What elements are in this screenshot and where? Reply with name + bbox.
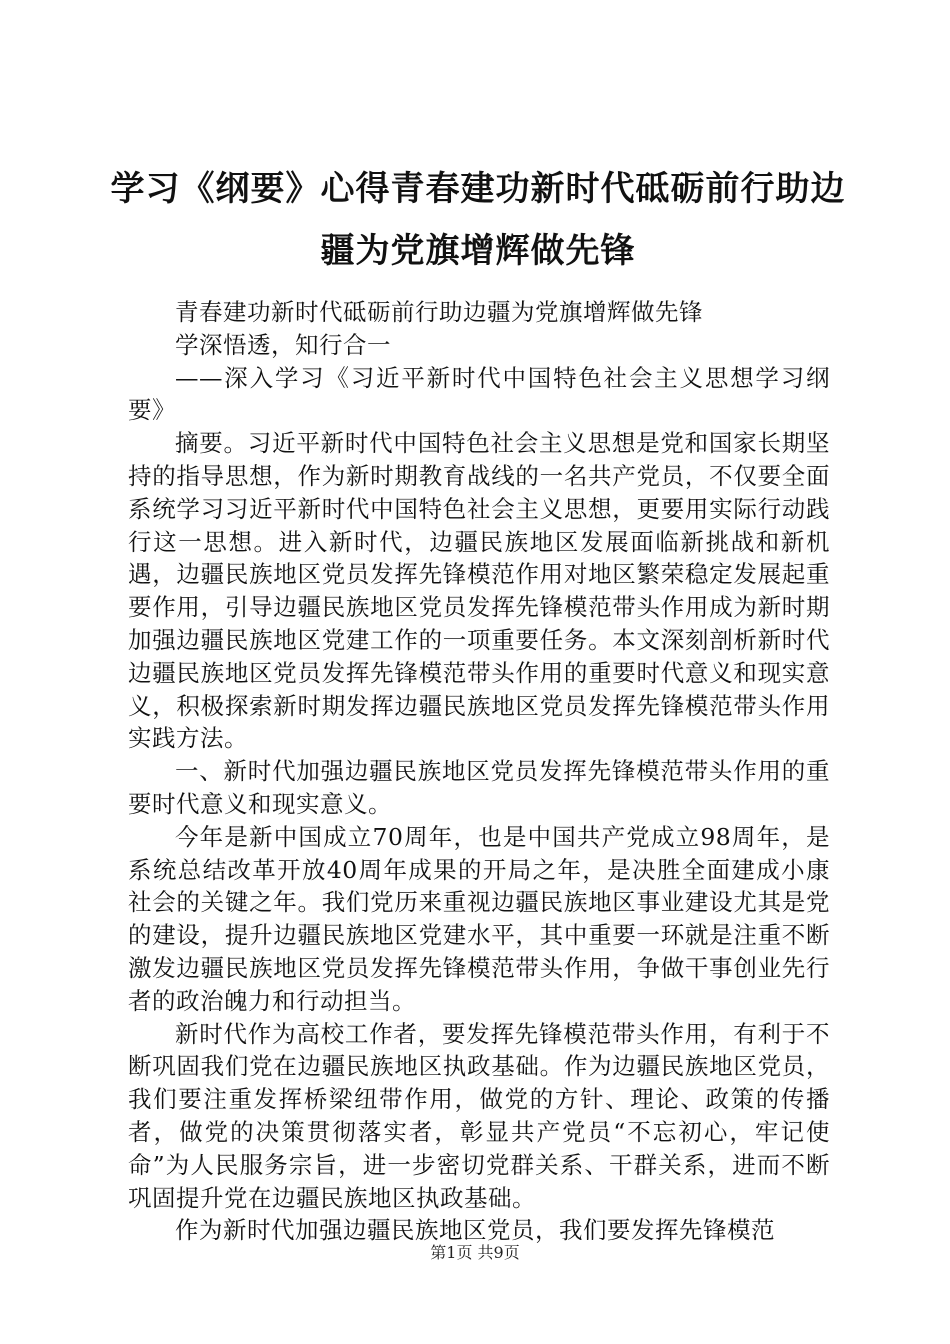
- paragraph-subtitle: 青春建功新时代砥砺前行助边疆为党旗增辉做先锋: [175, 298, 703, 326]
- paragraph-section-heading: 一、新时代加强边疆民族地区党员发挥先锋模范带头作用的重要时代意义和现实意义。: [128, 757, 830, 818]
- paragraph-body: 今年是新中国成立70周年，也是中国共产党成立98周年，是系统总结改革开放40周年成果的开局之年，是决胜全面建成小康社会的关键之年。我们党历来重视边疆民族地区事业建设尤其是党的建设，提升边疆民族地区党建水平，其中重要一环就是注重不断激发边疆民族地区党员发挥先锋模范带头作用，争做干事创业先行者的政治魄力和行动担当。: [128, 822, 830, 1015]
- paragraph-body: 新时代作为高校工作者，要发挥先锋模范带头作用，有利于不断巩固我们党在边疆民族地区执政基础。作为边疆民族地区党员，我们要注重发挥桥梁纽带作用，做党的方针、理论、政策的传播者，做党的决策贯彻落实者，彰显共产党员“不忘初心，牢记使命”为人民服务宗旨，进一步密切党群关系、干群关系，进而不断巩固提升党在边疆民族地区执政基础。: [128, 1019, 830, 1212]
- document-title: 学习《纲要》心得青春建功新时代砥砺前行助边疆为党旗增辉做先锋: [110, 169, 846, 271]
- paragraph-abstract: 摘要。习近平新时代中国特色社会主义思想是党和国家长期坚持的指导思想，作为新时期教育战线的一名共产党员，不仅要全面系统学习习近平新时代中国特色社会主义思想，更要用实际行动践行这一思想。进入新时代，边疆民族地区发展面临新挑战和新机遇，边疆民族地区党员发挥先锋模范作用对地区繁荣稳定发展起重要作用，引导边疆民族地区党员发挥先锋模范带头作用成为新时期加强边疆民族地区党建工作的一项重要任务。本文深刻剖析新时代边疆民族地区党员发挥先锋模范带头作用的重要时代意义和现实意义，积极探索新时期发挥边疆民族地区党员发挥先锋模范带头作用实践方法。: [128, 429, 830, 753]
- paragraph-subheading: ——深入学习《习近平新时代中国特色社会主义思想学习纲要》: [128, 363, 830, 425]
- paragraph-body: 作为新时代加强边疆民族地区党员，我们要发挥先锋模范: [175, 1216, 775, 1245]
- paragraph-slogan: 学深悟透，知行合一: [175, 330, 391, 359]
- page-footer: 第1页 共9页: [430, 1243, 520, 1262]
- document-body: [128, 296, 830, 1247]
